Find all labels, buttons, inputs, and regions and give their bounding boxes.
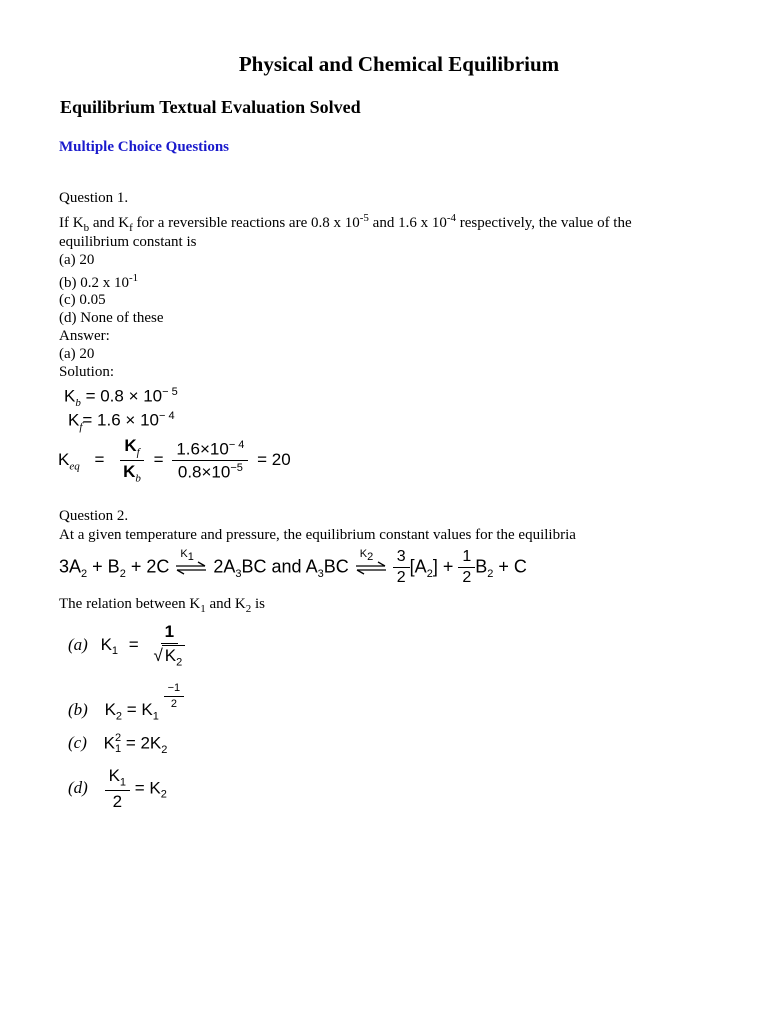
- q1-stem: If $K_b$ and $K_f$ for a reversible reactions are 0.8 x $10^{-5}$ and 1.6 x $10^{-4}$ respectively, the value of the: [59, 212, 632, 234]
- q1-answer: (a) 20: [59, 346, 95, 362]
- q2-option-d: (d) $\frac{K_1}{2}$ = $K_2$: [68, 766, 167, 812]
- q2-stem: At a given temperature and pressure, the equilibrium constant values for the equilibria: [59, 527, 576, 543]
- mcq-heading: Multiple Choice Questions: [59, 139, 230, 155]
- solution-kf-line: $K_f= 1.6 \times 10^{- 4}$: [68, 410, 175, 434]
- q2-option-c: (c) K 2 1 = $2K_2$: [68, 732, 168, 756]
- page-title: Physical and Chemical Equilibrium: [238, 52, 560, 76]
- q1-solution-label: Solution:: [59, 364, 115, 380]
- q1-option-d: (d) None of these: [59, 310, 164, 326]
- q1-option-a: (a) 20: [59, 252, 95, 268]
- numeric-fraction: $\frac{1.6\times 10^{- 4}}{0.8\times 10^{-5}}$: [172, 439, 248, 482]
- equilibrium-arrow-k1: $K_1$: [174, 560, 208, 576]
- q2-relation-text: The relation between $K_1$ and $K_2$ is: [59, 596, 265, 615]
- solution-keq-line: $K_{eq}$ = $\frac{K_f}{K_b}$ = $\frac{1.6\times 10^{- 4}}{0.8\times 10^{-5}}$ = 20: [58, 436, 291, 485]
- q2-option-a: (a) $K_1$ = $\frac{1}{√ K_2}$: [68, 622, 189, 669]
- section-subtitle: Equilibrium Textual Evaluation Solved: [60, 97, 361, 117]
- q1-heading: Question 1.: [59, 190, 129, 206]
- kf-over-kb-fraction: $\frac{K_f}{K_b}$: [119, 436, 145, 485]
- q1-answer-label: Answer:: [59, 328, 110, 344]
- q2-option-b: (b) $K_2 = K_1$ $\frac{-1}{2}$: [68, 678, 184, 706]
- solution-kb-line: $K_b = 0.8 \times 10^{- 5}$: [64, 386, 178, 410]
- q2-heading: Question 2.: [59, 508, 129, 524]
- q1-option-c: (c) 0.05: [59, 292, 106, 308]
- equilibria-reaction: $3A_2 + B_2 + 2C$ $K_1$ $2A_3BC$ and $A_3BC$ $K_2$ $\frac{3}{2}$ $[A_2]$ + $\frac{1}{2}$ $B_2 + C$: [59, 547, 527, 587]
- q1-stem-line2: equilibrium constant is: [59, 234, 197, 250]
- equilibrium-arrow-k2: $K_2$: [354, 560, 388, 576]
- q1-option-b: (b) 0.2 x $10^{-1}$: [59, 272, 139, 291]
